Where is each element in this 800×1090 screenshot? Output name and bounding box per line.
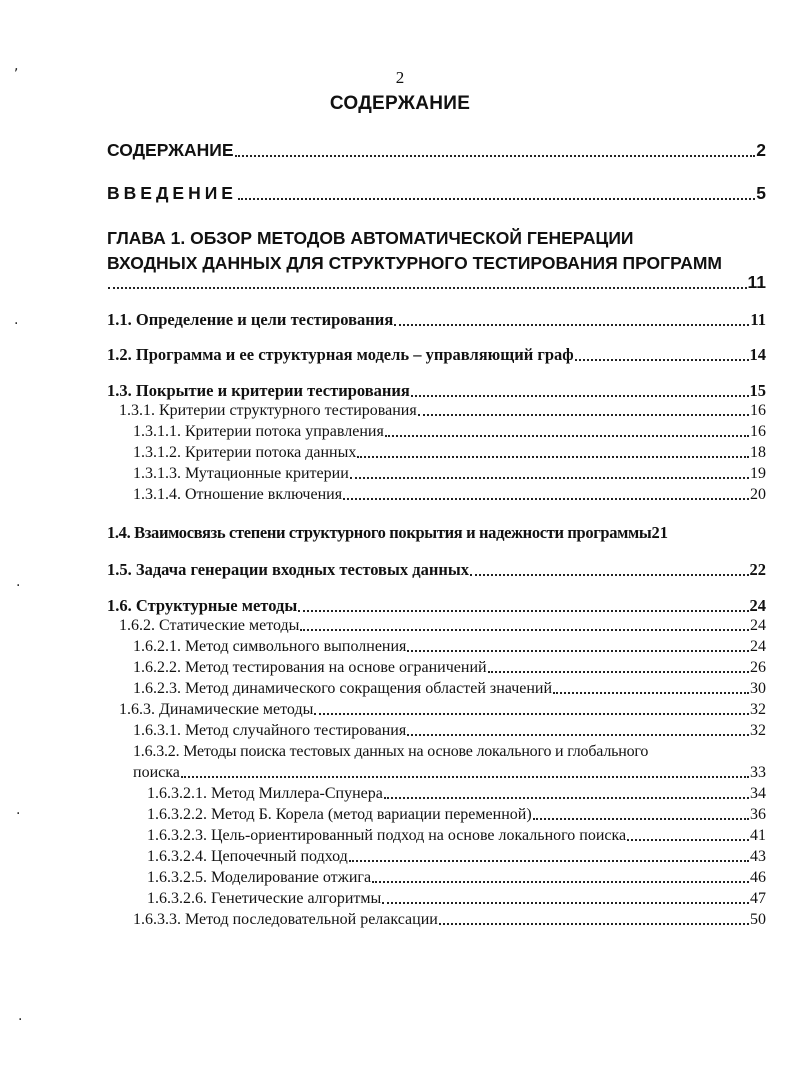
dot-leader bbox=[407, 650, 749, 652]
dot-leader bbox=[418, 414, 749, 416]
dot-leader bbox=[357, 456, 749, 458]
toc-entry[interactable] bbox=[107, 486, 766, 504]
dot-leader bbox=[300, 629, 749, 631]
dot-leader bbox=[394, 324, 749, 326]
toc-entry-page: 24 bbox=[750, 617, 766, 634]
toc-entry-label: 1.5. Задача генерации входных тестовых данных bbox=[107, 560, 469, 579]
toc-entry-label: поиска bbox=[133, 764, 180, 781]
toc-entry-page: 14 bbox=[749, 345, 766, 364]
toc-entry-label: 1.6.3. Динамические методы bbox=[119, 701, 314, 718]
toc-entry-page: 26 bbox=[750, 659, 766, 676]
dot-leader bbox=[627, 839, 749, 841]
toc-entry-label: ВВЕДЕНИЕ bbox=[107, 183, 237, 203]
toc-entry-page: 15 bbox=[749, 381, 766, 400]
margin-mark: · bbox=[16, 806, 21, 822]
toc-entry[interactable] bbox=[107, 560, 766, 580]
toc-entry-label: 1.6.2.3. Метод динамического сокращения областей значений bbox=[133, 680, 553, 697]
toc-entry-page: 36 bbox=[750, 806, 766, 823]
dot-leader bbox=[553, 692, 749, 694]
toc-entry-page: 5 bbox=[756, 183, 766, 203]
dot-leader bbox=[407, 734, 749, 736]
toc-entry-page: 21 bbox=[651, 523, 668, 542]
toc-entry-label: 1.6.3.2.6. Генетические алгоритмы bbox=[147, 890, 382, 907]
dot-leader bbox=[470, 574, 749, 576]
toc-entry[interactable] bbox=[107, 722, 766, 740]
toc-entry[interactable] bbox=[107, 701, 766, 719]
toc-entry[interactable] bbox=[107, 465, 766, 483]
dot-leader bbox=[411, 395, 749, 397]
toc-entry-label: 1.6.3.1. Метод случайного тестирования bbox=[133, 722, 407, 739]
margin-mark: · bbox=[16, 578, 21, 594]
toc-entry-label: 1.6.3.2.3. Цель-ориентированный подход на основе локального поиска bbox=[147, 827, 627, 844]
toc-entry-page: 41 bbox=[750, 827, 766, 844]
toc-entry-label: 1.1. Определение и цели тестирования bbox=[107, 310, 394, 329]
toc-entry bbox=[107, 764, 766, 782]
page-title: СОДЕРЖАНИЕ bbox=[329, 93, 471, 114]
dot-leader bbox=[314, 713, 749, 715]
page-number: 2 bbox=[395, 68, 405, 87]
toc-entry-label: 1.6.2.1. Метод символьного выполнения bbox=[133, 638, 407, 655]
toc-entry-page: 33 bbox=[750, 764, 766, 781]
dot-leader bbox=[108, 287, 747, 289]
toc-entry-page: 32 bbox=[750, 722, 766, 739]
dot-leader bbox=[343, 498, 749, 500]
toc-entry-page: 46 bbox=[750, 869, 766, 886]
toc-entry-page: 30 bbox=[750, 680, 766, 697]
dot-leader bbox=[235, 155, 756, 157]
toc-entry-page: 16 bbox=[750, 402, 766, 419]
dot-leader bbox=[372, 881, 749, 883]
toc-entry-page: 11 bbox=[750, 310, 766, 329]
toc-entry[interactable] bbox=[107, 806, 766, 824]
toc-entry-page: 24 bbox=[749, 596, 766, 615]
toc-entry[interactable] bbox=[107, 743, 766, 761]
toc-entry-page: 47 bbox=[750, 890, 766, 907]
toc-entry-label: СОДЕРЖАНИЕ bbox=[107, 140, 234, 160]
margin-mark: · bbox=[18, 1012, 23, 1028]
dot-leader bbox=[488, 671, 749, 673]
toc-entry-page: 24 bbox=[750, 638, 766, 655]
dot-leader bbox=[439, 923, 749, 925]
dot-leader bbox=[350, 477, 749, 479]
toc-entry[interactable] bbox=[107, 381, 766, 401]
toc-entry-label: 1.6.3.2.1. Метод Миллера-Спунера bbox=[147, 785, 383, 802]
toc-entry-page: 20 bbox=[750, 486, 766, 503]
dot-leader bbox=[349, 860, 749, 862]
toc-entry-label: 1.6.3.2.2. Метод Б. Корела (метод вариации переменной) bbox=[147, 806, 532, 823]
toc-entry[interactable] bbox=[107, 596, 766, 616]
toc-entry-label: 1.2. Программа и ее структурная модель – управляющий граф bbox=[107, 345, 574, 364]
toc-entry[interactable] bbox=[107, 444, 766, 462]
toc-entry-label: 1.6.3.2.4. Цепочечный подход bbox=[147, 848, 348, 865]
toc-entry[interactable] bbox=[107, 659, 766, 677]
toc-entry[interactable] bbox=[107, 848, 766, 866]
dot-leader bbox=[238, 198, 755, 200]
toc-entry[interactable] bbox=[107, 827, 766, 845]
toc-entry[interactable] bbox=[107, 402, 766, 420]
dot-leader bbox=[298, 610, 748, 612]
toc-entry-label: 1.3.1.2. Критерии потока данных bbox=[133, 444, 357, 461]
toc-entry-label: ВХОДНЫХ ДАННЫХ ДЛЯ СТРУКТУРНОГО ТЕСТИРОВАНИЯ ПРОГРАММ bbox=[107, 253, 723, 273]
toc-entry[interactable] bbox=[107, 523, 766, 543]
toc-entry-label: 1.6. Структурные методы bbox=[107, 596, 298, 615]
dot-leader bbox=[385, 435, 749, 437]
margin-mark: , bbox=[14, 58, 19, 74]
toc-entry[interactable] bbox=[107, 345, 766, 365]
toc-entry-page: 18 bbox=[750, 444, 766, 461]
toc-entry-page: 19 bbox=[750, 465, 766, 482]
toc-entry-page: 2 bbox=[756, 140, 766, 160]
toc-entry-label: 1.3.1.4. Отношение включения bbox=[133, 486, 343, 503]
toc-entry-label: 1.3.1.3. Мутационные критерии bbox=[133, 465, 349, 482]
dot-leader bbox=[384, 797, 749, 799]
toc-entry-label: 1.6.2.2. Метод тестирования на основе ограничений bbox=[133, 659, 487, 676]
toc-entry[interactable] bbox=[107, 617, 766, 635]
toc-entry[interactable] bbox=[107, 140, 766, 161]
toc-entry[interactable] bbox=[107, 785, 766, 803]
toc-entry[interactable] bbox=[107, 680, 766, 698]
margin-mark: · bbox=[14, 316, 19, 332]
toc-entry-label: 1.3. Покрытие и критерии тестирования bbox=[107, 381, 410, 400]
toc-entry[interactable] bbox=[107, 911, 766, 929]
toc-entry-label: 1.6.3.2. Методы поиска тестовых данных на основе локального и глобального bbox=[133, 743, 649, 760]
toc-entry-label: ГЛАВА 1. ОБЗОР МЕТОДОВ АВТОМАТИЧЕСКОЙ ГЕНЕРАЦИИ bbox=[107, 228, 634, 248]
dot-leader bbox=[181, 776, 749, 778]
toc-entry[interactable] bbox=[107, 638, 766, 656]
toc-entry bbox=[107, 272, 766, 293]
toc-entry[interactable] bbox=[107, 890, 766, 908]
toc-chapter-entry[interactable] bbox=[107, 226, 766, 276]
toc-entry-page: 16 bbox=[750, 423, 766, 440]
dot-leader bbox=[533, 818, 749, 820]
toc-entry-label: 1.6.3.2.5. Моделирование отжига bbox=[147, 869, 372, 886]
toc-entry-page: 11 bbox=[747, 272, 766, 292]
toc-entry-page: 22 bbox=[749, 560, 766, 579]
toc-entry-label: 1.3.1.1. Критерии потока управления bbox=[133, 423, 384, 440]
toc-entry-label: 1.3.1. Критерии структурного тестирования bbox=[119, 402, 417, 419]
toc-entry[interactable] bbox=[107, 423, 766, 441]
toc-entry-page: 34 bbox=[750, 785, 766, 802]
toc-entry-page: 32 bbox=[750, 701, 766, 718]
toc-entry[interactable] bbox=[107, 869, 766, 887]
dot-leader bbox=[382, 902, 749, 904]
dot-leader bbox=[575, 359, 749, 361]
toc-entry-label: 1.6.3.3. Метод последовательной релаксации bbox=[133, 911, 438, 928]
toc-entry-page: 43 bbox=[750, 848, 766, 865]
toc-entry-label: 1.4. Взаимосвязь степени структурного покрытия и надежности программы bbox=[107, 523, 652, 542]
toc-entry-label: 1.6.2. Статические методы bbox=[119, 617, 300, 634]
toc-entry-page: 50 bbox=[750, 911, 766, 928]
toc-entry[interactable] bbox=[107, 183, 766, 204]
toc-entry[interactable] bbox=[107, 310, 766, 330]
